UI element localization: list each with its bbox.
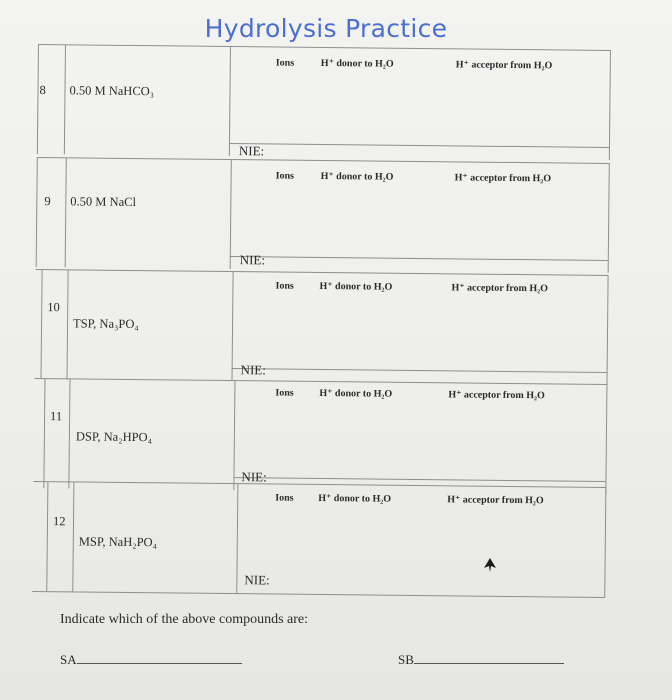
row-number: 11 (50, 409, 63, 424)
compound-name: MSP, NaH₂PO₄ (78, 534, 158, 550)
sb-label: SB (398, 652, 414, 667)
header-ions: Ions (275, 280, 294, 292)
row-number: 8 (39, 83, 46, 98)
compound-name: DSP, Na₂HPO₄ (75, 429, 153, 445)
table-row (34, 269, 608, 385)
page-title: Hydrolysis Practice (204, 14, 448, 43)
sa-label: SA (60, 652, 77, 667)
header-donor: H⁺ donor to H₂O (318, 492, 392, 505)
table-row (36, 157, 610, 273)
table-row (37, 44, 611, 160)
sa-answer-line[interactable] (77, 651, 242, 664)
table-row (33, 378, 607, 494)
table-row (32, 481, 606, 598)
nie-label: NIE: (241, 469, 267, 485)
header-ions: Ions (275, 492, 294, 504)
header-donor: H⁺ donor to H₂O (320, 57, 394, 70)
header-acceptor: H⁺ acceptor from H₂O (447, 494, 544, 507)
compound-name: TSP, Na₃PO₄ (73, 316, 139, 332)
nie-label: NIE: (239, 252, 266, 268)
nie-label: NIE: (238, 143, 265, 159)
sb-blank (398, 651, 564, 668)
header-donor: H⁺ donor to H₂O (319, 280, 393, 293)
row-number: 9 (44, 194, 51, 209)
header-acceptor: H⁺ acceptor from H₂O (448, 389, 545, 402)
compound-name: 0.50 M NaHCO₃ (69, 83, 155, 99)
nie-label: NIE: (244, 572, 270, 588)
sa-blank (60, 651, 242, 668)
row-number: 12 (52, 514, 66, 529)
header-acceptor: H⁺ acceptor from H₂O (451, 282, 549, 295)
row-number: 10 (47, 300, 60, 315)
arrow-cursor-icon (484, 558, 496, 572)
header-acceptor: H⁺ acceptor from H₂O (454, 172, 552, 185)
header-ions: Ions (275, 170, 295, 182)
header-donor: H⁺ donor to H₂O (320, 170, 394, 183)
header-acceptor: H⁺ acceptor from H₂O (455, 59, 553, 72)
header-ions: Ions (275, 57, 295, 69)
header-donor: H⁺ donor to H₂O (319, 387, 393, 400)
compound-name: 0.50 M NaCl (70, 194, 137, 210)
hydrolysis-table (32, 44, 611, 596)
sb-answer-line[interactable] (414, 651, 564, 664)
instruction-text: Indicate which of the above compounds are: (60, 612, 309, 627)
header-ions: Ions (275, 387, 294, 399)
nie-label: NIE: (240, 362, 266, 378)
